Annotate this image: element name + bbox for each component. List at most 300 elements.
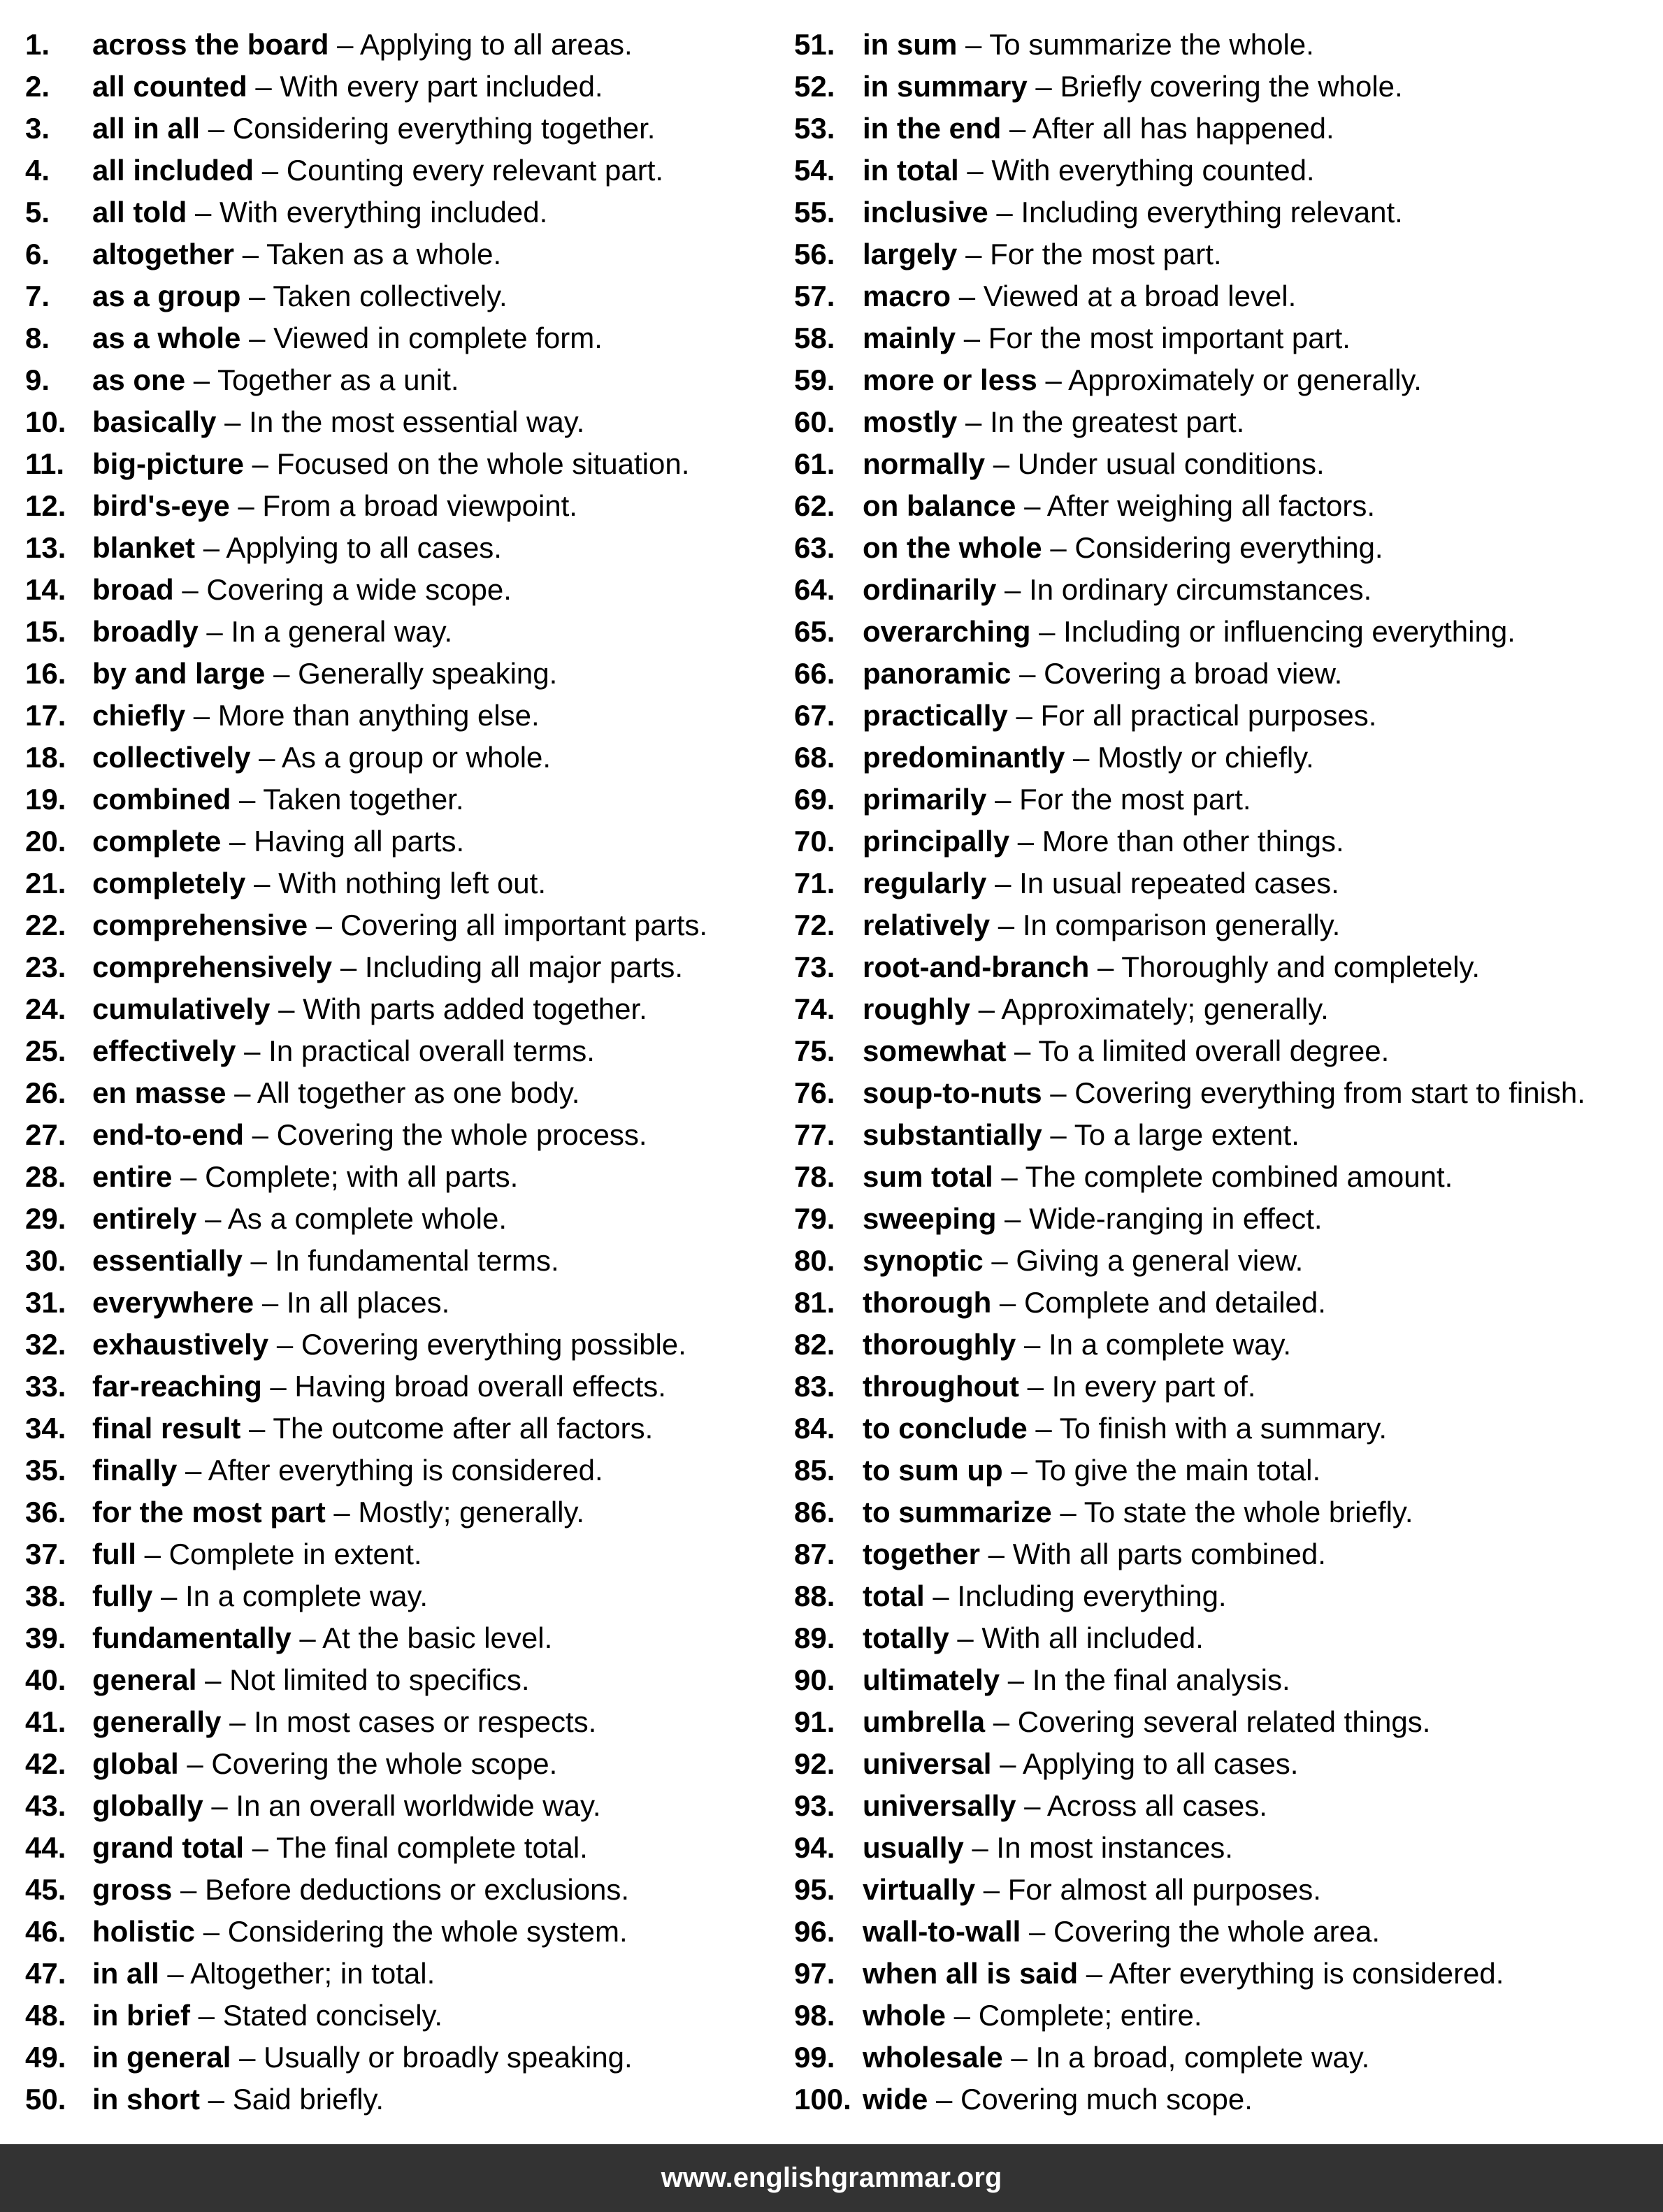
list-item — [25, 1240, 794, 1282]
entry-definition: – Covering the whole area. — [1021, 1915, 1380, 1948]
list-item — [25, 1743, 794, 1785]
list-item — [25, 1408, 794, 1450]
entry-term: root-and-branch — [863, 950, 1090, 983]
entry-definition: – In an overall worldwide way. — [203, 1789, 601, 1822]
list-item — [794, 443, 1663, 485]
list-item — [794, 150, 1663, 191]
list-item — [794, 1869, 1663, 1911]
entry-number: 92. — [794, 1747, 835, 1780]
entry-number: 21. — [25, 867, 66, 899]
entry-term: when all is said — [863, 1957, 1079, 1990]
entry-definition: – After all has happened. — [1001, 112, 1334, 145]
list-item — [25, 1366, 794, 1408]
entry-term: in brief — [92, 1999, 191, 2032]
entry-number: 82. — [794, 1328, 835, 1361]
entry-definition: – For the most part. — [957, 238, 1222, 270]
entry-term: to summarize — [863, 1496, 1052, 1528]
entry-number: 19. — [25, 783, 66, 816]
list-item — [25, 1450, 794, 1491]
entry-definition: – To finish with a summary. — [1027, 1412, 1387, 1445]
entry-term: entirely — [92, 1202, 197, 1235]
entry-number: 99. — [794, 2041, 835, 2074]
entry-term: global — [92, 1747, 179, 1780]
entry-number: 64. — [794, 573, 835, 606]
entry-term: regularly — [863, 867, 987, 899]
entry-definition: – In the greatest part. — [957, 405, 1245, 438]
entry-definition: – In every part of. — [1018, 1370, 1256, 1403]
entry-number: 9. — [25, 363, 50, 396]
entry-number: 22. — [25, 909, 66, 941]
list-item — [25, 569, 794, 611]
entry-term: chiefly — [92, 699, 186, 732]
entry-definition: – Covering much scope. — [928, 2083, 1253, 2116]
entry-number: 54. — [794, 154, 835, 187]
entry-definition: – After everything is considered. — [177, 1454, 603, 1487]
entry-term: more or less — [863, 363, 1037, 396]
entry-number: 80. — [794, 1244, 835, 1277]
entry-definition: – After weighing all factors. — [1016, 489, 1376, 522]
entry-term: end-to-end — [92, 1118, 244, 1151]
entry-number: 7. — [25, 280, 50, 312]
list-item — [794, 862, 1663, 904]
list-item — [794, 1659, 1663, 1701]
list-item — [25, 1072, 794, 1114]
entry-term: as one — [92, 363, 186, 396]
entry-number: 12. — [25, 489, 66, 522]
entry-definition: – Having broad overall effects. — [261, 1370, 666, 1403]
entry-term: total — [863, 1580, 925, 1612]
entry-term: combined — [92, 783, 231, 816]
list-item — [25, 150, 794, 191]
list-item — [25, 779, 794, 821]
entry-definition: – Taken together. — [231, 783, 464, 816]
entry-number: 6. — [25, 238, 50, 270]
entry-term: general — [92, 1663, 197, 1696]
entry-definition: – Complete and detailed. — [991, 1286, 1326, 1319]
entry-definition: – In fundamental terms. — [242, 1244, 559, 1277]
entry-definition: – In a general way. — [198, 615, 453, 648]
entry-definition: – In usual repeated cases. — [986, 867, 1339, 899]
entry-term: to conclude — [863, 1412, 1028, 1445]
list-item — [25, 653, 794, 695]
entry-number: 59. — [794, 363, 835, 396]
entry-number: 63. — [794, 531, 835, 564]
list-item — [794, 1617, 1663, 1659]
entry-definition: – In a complete way. — [1016, 1328, 1292, 1361]
list-item — [25, 401, 794, 443]
right-column — [794, 24, 1663, 2120]
entry-number: 11. — [25, 447, 65, 480]
entry-number: 26. — [25, 1076, 66, 1109]
list-item — [25, 1869, 794, 1911]
entry-term: somewhat — [863, 1034, 1007, 1067]
entry-term: primarily — [863, 783, 987, 816]
list-item — [25, 1575, 794, 1617]
list-item — [25, 1533, 794, 1575]
entry-number: 20. — [25, 825, 66, 858]
entry-definition: – Covering several related things. — [985, 1705, 1431, 1738]
entry-definition: – Including everything relevant. — [988, 196, 1403, 229]
entry-number: 48. — [25, 1999, 66, 2032]
entry-term: finally — [92, 1454, 178, 1487]
entry-term: full — [92, 1538, 136, 1570]
entry-term: whole — [863, 1999, 946, 2032]
entry-term: en masse — [92, 1076, 226, 1109]
entry-definition: – In most cases or respects. — [221, 1705, 597, 1738]
list-item — [794, 2037, 1663, 2079]
entry-definition: – Across all cases. — [1016, 1789, 1267, 1822]
entry-definition: – Having all parts. — [221, 825, 465, 858]
list-item — [794, 611, 1663, 653]
entry-term: complete — [92, 825, 222, 858]
list-item — [794, 1366, 1663, 1408]
entry-number: 94. — [794, 1831, 835, 1864]
entry-definition: – Covering a broad view. — [1011, 657, 1343, 690]
entry-term: throughout — [863, 1370, 1019, 1403]
entry-definition: – Viewed at a broad level. — [951, 280, 1297, 312]
entry-term: thorough — [863, 1286, 992, 1319]
entry-number: 70. — [794, 825, 835, 858]
entry-term: final result — [92, 1412, 241, 1445]
entry-number: 72. — [794, 909, 835, 941]
entry-number: 32. — [25, 1328, 66, 1361]
left-column — [25, 24, 794, 2120]
entry-number: 1. — [25, 28, 50, 61]
list-item — [25, 1827, 794, 1869]
entry-definition: – In most instances. — [963, 1831, 1233, 1864]
entry-term: mostly — [863, 405, 958, 438]
list-item — [794, 1156, 1663, 1198]
entry-term: principally — [863, 825, 1010, 858]
entry-number: 40. — [25, 1663, 66, 1696]
entry-term: collectively — [92, 741, 251, 774]
entry-term: in short — [92, 2083, 200, 2116]
list-item — [25, 443, 794, 485]
entry-term: on balance — [863, 489, 1016, 522]
list-item — [25, 66, 794, 108]
entry-definition: – Giving a general view. — [983, 1244, 1304, 1277]
list-item — [25, 275, 794, 317]
entry-term: blanket — [92, 531, 196, 564]
list-item — [25, 695, 794, 737]
list-item — [25, 1114, 794, 1156]
entry-definition: – Taken collectively. — [240, 280, 507, 312]
entry-number: 35. — [25, 1454, 66, 1487]
entry-number: 74. — [794, 992, 835, 1025]
entry-definition: – In all places. — [254, 1286, 450, 1319]
entry-term: synoptic — [863, 1244, 984, 1277]
entry-number: 42. — [25, 1747, 66, 1780]
list-item — [794, 946, 1663, 988]
entry-definition: – Stated concisely. — [190, 1999, 443, 2032]
entry-definition: – In comparison generally. — [990, 909, 1341, 941]
entry-term: all told — [92, 196, 187, 229]
entry-number: 27. — [25, 1118, 66, 1151]
entry-term: universal — [863, 1747, 992, 1780]
entry-term: holistic — [92, 1915, 196, 1948]
entry-number: 89. — [794, 1621, 835, 1654]
entry-definition: – Thoroughly and completely. — [1089, 950, 1481, 983]
entry-number: 46. — [25, 1915, 66, 1948]
entry-number: 81. — [794, 1286, 835, 1319]
entry-term: universally — [863, 1789, 1016, 1822]
list-item — [25, 1491, 794, 1533]
entry-number: 87. — [794, 1538, 835, 1570]
entry-term: as a group — [92, 280, 241, 312]
list-item — [25, 1953, 794, 1995]
entry-definition: – Taken as a whole. — [234, 238, 502, 270]
entry-number: 65. — [794, 615, 835, 648]
list-item — [25, 737, 794, 779]
entry-term: basically — [92, 405, 217, 438]
list-item — [794, 1995, 1663, 2037]
entry-definition: – Complete in extent. — [136, 1538, 422, 1570]
list-item — [794, 1701, 1663, 1743]
entry-definition: – Covering all important parts. — [308, 909, 708, 941]
entry-definition: – In ordinary circumstances. — [996, 573, 1372, 606]
entry-definition: – Considering everything together. — [200, 112, 656, 145]
entry-number: 71. — [794, 867, 835, 899]
entry-definition: – Mostly; generally. — [325, 1496, 585, 1528]
entry-term: overarching — [863, 615, 1031, 648]
entry-definition: – To a large extent. — [1042, 1118, 1300, 1151]
entry-number: 29. — [25, 1202, 66, 1235]
entry-term: ordinarily — [863, 573, 997, 606]
entry-term: to sum up — [863, 1454, 1003, 1487]
entry-number: 85. — [794, 1454, 835, 1487]
entry-term: in all — [92, 1957, 159, 1990]
entry-term: fundamentally — [92, 1621, 291, 1654]
entry-term: substantially — [863, 1118, 1042, 1151]
entry-definition: – Usually or broadly speaking. — [231, 2041, 633, 2074]
entry-term: in general — [92, 2041, 231, 2074]
entry-definition: – The outcome after all factors. — [240, 1412, 654, 1445]
entry-number: 51. — [794, 28, 835, 61]
list-item — [25, 108, 794, 150]
entry-term: altogether — [92, 238, 235, 270]
entry-term: together — [863, 1538, 980, 1570]
entry-definition: – After everything is considered. — [1078, 1957, 1504, 1990]
list-item — [794, 695, 1663, 737]
entry-term: roughly — [863, 992, 970, 1025]
list-item — [794, 1533, 1663, 1575]
list-item — [25, 904, 794, 946]
entry-term: thoroughly — [863, 1328, 1016, 1361]
entry-term: practically — [863, 699, 1008, 732]
list-item — [25, 317, 794, 359]
list-item — [25, 359, 794, 401]
entry-number: 24. — [25, 992, 66, 1025]
entry-term: normally — [863, 447, 986, 480]
entry-definition: – With everything counted. — [958, 154, 1315, 187]
entry-definition: – With all included. — [949, 1621, 1204, 1654]
list-item — [794, 1408, 1663, 1450]
entry-definition: – Under usual conditions. — [985, 447, 1325, 480]
entry-number: 3. — [25, 112, 50, 145]
list-item — [25, 191, 794, 233]
list-item — [794, 1450, 1663, 1491]
entry-term: ultimately — [863, 1663, 1000, 1696]
entry-number: 68. — [794, 741, 835, 774]
entry-definition: – Generally speaking. — [265, 657, 558, 690]
list-item — [794, 988, 1663, 1030]
list-item — [794, 1953, 1663, 1995]
entry-term: panoramic — [863, 657, 1012, 690]
entry-definition: – Covering a wide scope. — [173, 573, 512, 606]
entry-definition: – At the basic level. — [291, 1621, 553, 1654]
entry-term: predominantly — [863, 741, 1065, 774]
entry-definition: – To state the whole briefly. — [1051, 1496, 1413, 1528]
entry-term: all in all — [92, 112, 201, 145]
entry-number: 77. — [794, 1118, 835, 1151]
entry-definition: – Covering everything from start to finish. — [1042, 1076, 1585, 1109]
entry-term: broadly — [92, 615, 199, 648]
entry-term: relatively — [863, 909, 991, 941]
entry-term: in summary — [863, 70, 1028, 103]
entry-term: as a whole — [92, 321, 241, 354]
entry-number: 25. — [25, 1034, 66, 1067]
entry-definition: – Viewed in complete form. — [240, 321, 603, 354]
entry-definition: – Covering the whole scope. — [178, 1747, 558, 1780]
entry-term: all counted — [92, 70, 247, 103]
entry-term: big-picture — [92, 447, 244, 480]
entry-definition: – Approximately; generally. — [970, 992, 1329, 1025]
entry-definition: – For the most important part. — [956, 321, 1351, 354]
list-item — [794, 1198, 1663, 1240]
entry-term: by and large — [92, 657, 266, 690]
entry-definition: – Including or influencing everything. — [1030, 615, 1516, 648]
entry-number: 86. — [794, 1496, 835, 1528]
list-item — [25, 1701, 794, 1743]
list-item — [794, 1785, 1663, 1827]
entry-term: sum total — [863, 1160, 993, 1193]
entry-definition: – With every part included. — [247, 70, 603, 103]
entry-term: exhaustively — [92, 1328, 269, 1361]
entry-term: sweeping — [863, 1202, 997, 1235]
entry-number: 61. — [794, 447, 835, 480]
entry-definition: – In a broad, complete way. — [1002, 2041, 1370, 2074]
entry-number: 52. — [794, 70, 835, 103]
entry-number: 38. — [25, 1580, 66, 1612]
entry-term: effectively — [92, 1034, 236, 1067]
entry-definition: – Covering everything possible. — [268, 1328, 686, 1361]
entry-number: 5. — [25, 196, 50, 229]
entry-definition: – Before deductions or exclusions. — [172, 1873, 630, 1906]
entry-definition: – With nothing left out. — [245, 867, 546, 899]
entry-term: fully — [92, 1580, 153, 1612]
list-item — [25, 1282, 794, 1324]
entry-definition: – Wide-ranging in effect. — [996, 1202, 1323, 1235]
entry-definition: – With all parts combined. — [980, 1538, 1326, 1570]
footer-url[interactable]: www.englishgrammar.org — [661, 2162, 1002, 2193]
entry-number: 36. — [25, 1496, 66, 1528]
entry-definition: – For almost all purposes. — [975, 1873, 1321, 1906]
entry-term: comprehensively — [92, 950, 333, 983]
entry-definition: – In practical overall terms. — [236, 1034, 595, 1067]
entry-term: macro — [863, 280, 951, 312]
list-item — [794, 1324, 1663, 1366]
entry-term: in total — [863, 154, 959, 187]
entry-definition: – For all practical purposes. — [1007, 699, 1377, 732]
list-item — [794, 1030, 1663, 1072]
entry-number: 66. — [794, 657, 835, 690]
entry-term: soup-to-nuts — [863, 1076, 1042, 1109]
entry-number: 47. — [25, 1957, 66, 1990]
list-item — [794, 108, 1663, 150]
list-item — [25, 946, 794, 988]
list-item — [25, 1156, 794, 1198]
list-item — [25, 527, 794, 569]
entry-definition: – Applying to all areas. — [329, 28, 633, 61]
entry-definition: – To give the main total. — [1002, 1454, 1321, 1487]
list-item — [794, 821, 1663, 862]
list-item — [794, 275, 1663, 317]
entry-number: 58. — [794, 321, 835, 354]
entry-number: 41. — [25, 1705, 66, 1738]
entry-term: umbrella — [863, 1705, 986, 1738]
entry-number: 53. — [794, 112, 835, 145]
entry-number: 14. — [25, 573, 66, 606]
entry-number: 28. — [25, 1160, 66, 1193]
list-item — [794, 1827, 1663, 1869]
list-item — [794, 1282, 1663, 1324]
entry-definition: – The final complete total. — [244, 1831, 588, 1864]
entry-number: 37. — [25, 1538, 66, 1570]
entry-definition: – For the most part. — [986, 783, 1251, 816]
entry-number: 78. — [794, 1160, 835, 1193]
entry-number: 90. — [794, 1663, 835, 1696]
entry-term: for the most part — [92, 1496, 326, 1528]
list-item — [794, 1491, 1663, 1533]
entry-definition: – Complete; entire. — [946, 1999, 1202, 2032]
entry-term: inclusive — [863, 196, 988, 229]
list-item — [794, 779, 1663, 821]
entry-number: 43. — [25, 1789, 66, 1822]
entry-term: far-reaching — [92, 1370, 262, 1403]
entry-definition: – Together as a unit. — [185, 363, 459, 396]
entry-number: 95. — [794, 1873, 835, 1906]
entry-number: 13. — [25, 531, 66, 564]
list-item — [794, 317, 1663, 359]
entry-number: 50. — [25, 2083, 66, 2116]
list-item — [794, 191, 1663, 233]
entry-term: usually — [863, 1831, 964, 1864]
entry-term: generally — [92, 1705, 222, 1738]
entry-term: totally — [863, 1621, 949, 1654]
list-item — [794, 653, 1663, 695]
list-item — [794, 24, 1663, 66]
list-item — [25, 1995, 794, 2037]
entry-term: virtually — [863, 1873, 976, 1906]
entry-term: cumulatively — [92, 992, 271, 1025]
list-item — [794, 1114, 1663, 1156]
list-item — [25, 1030, 794, 1072]
entry-term: largely — [863, 238, 958, 270]
entry-definition: – Altogether; in total. — [159, 1957, 435, 1990]
entry-term: entire — [92, 1160, 173, 1193]
list-item — [794, 2079, 1663, 2120]
entry-definition: – To a limited overall degree. — [1006, 1034, 1390, 1067]
entry-number: 83. — [794, 1370, 835, 1403]
entry-number: 73. — [794, 950, 835, 983]
list-item — [794, 1575, 1663, 1617]
entry-term: broad — [92, 573, 174, 606]
entry-term: on the whole — [863, 531, 1042, 564]
entry-definition: – In the most essential way. — [216, 405, 585, 438]
entry-number: 16. — [25, 657, 66, 690]
entry-number: 44. — [25, 1831, 66, 1864]
entry-number: 93. — [794, 1789, 835, 1822]
